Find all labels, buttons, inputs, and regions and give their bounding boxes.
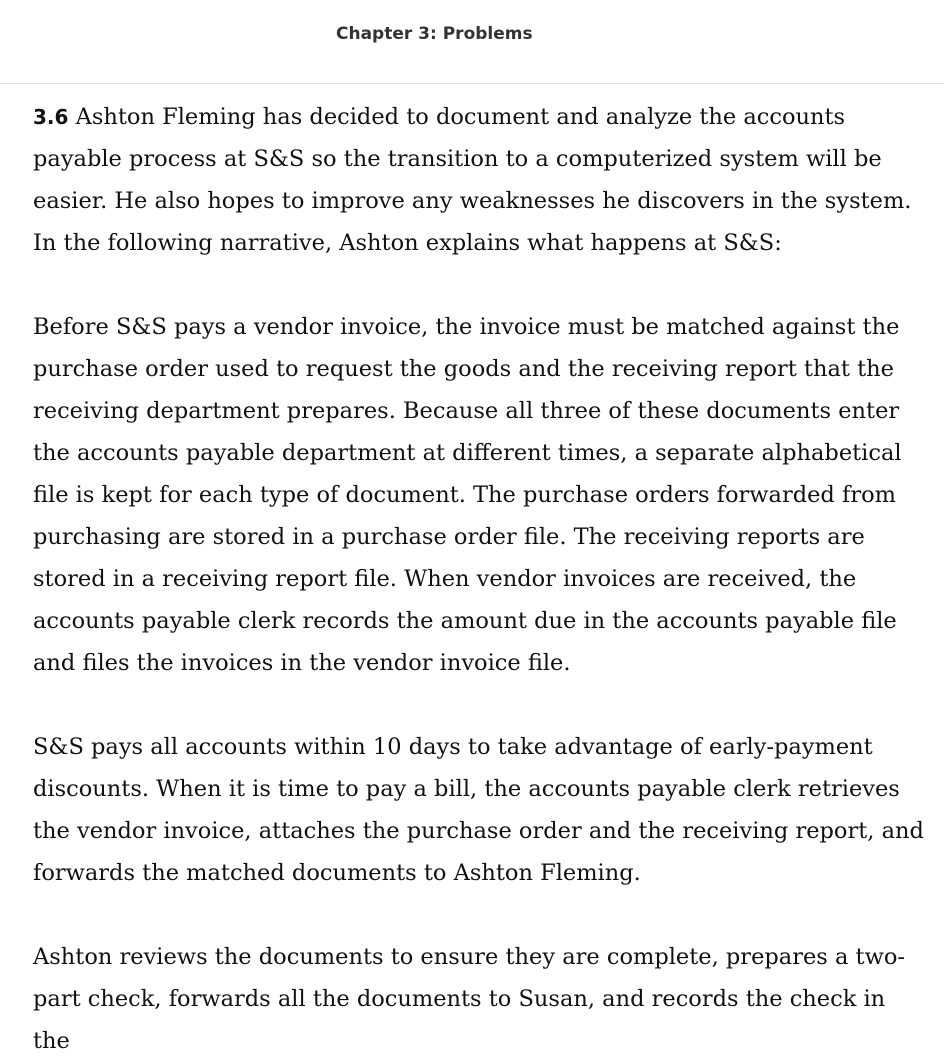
chapter-title: Chapter 3: Problems <box>336 24 533 44</box>
problem-paragraph-4: Ashton reviews the documents to ensure they are complete, prepares a two-part check, forwards all the documents to Susan, and records the check in the <box>33 944 905 1054</box>
problem-paragraph-3: S&S pays all accounts within 10 days to take advantage of early-payment discounts. When it is time to pay a bill, the accounts payable clerk retrieves the vendor invoice, attaches the purchase order and the receiving report, and forwards the matched documents to Ashton Fleming. <box>33 734 924 886</box>
problem-number: 3.6 <box>33 105 69 129</box>
problem-paragraph-2: Before S&S pays a vendor invoice, the invoice must be matched against the purchase order used to request the goods and the receiving report that the receiving department prepares. Because all three of these documents enter the accounts payable department at different times, a separate alphabetical file is kept for each type of document. The purchase orders forwarded from purchasing are stored in a purchase order file. The receiving reports are stored in a receiving report file. When vendor invoices are received, the accounts payable clerk records the amount due in the accounts payable file and files the invoices in the vendor invoice file. <box>33 314 902 676</box>
page-header <box>0 0 944 84</box>
problem-paragraph-1 <box>33 96 926 264</box>
problem-content <box>0 96 944 1062</box>
paragraph-text: Ashton Fleming has decided to document and analyze the accounts payable process at S&S so the transition to a computerized system will be easier. He also hopes to improve any weaknesses he discovers in the system. In the following narrative, Ashton explains what happens at S&S: <box>33 104 912 256</box>
